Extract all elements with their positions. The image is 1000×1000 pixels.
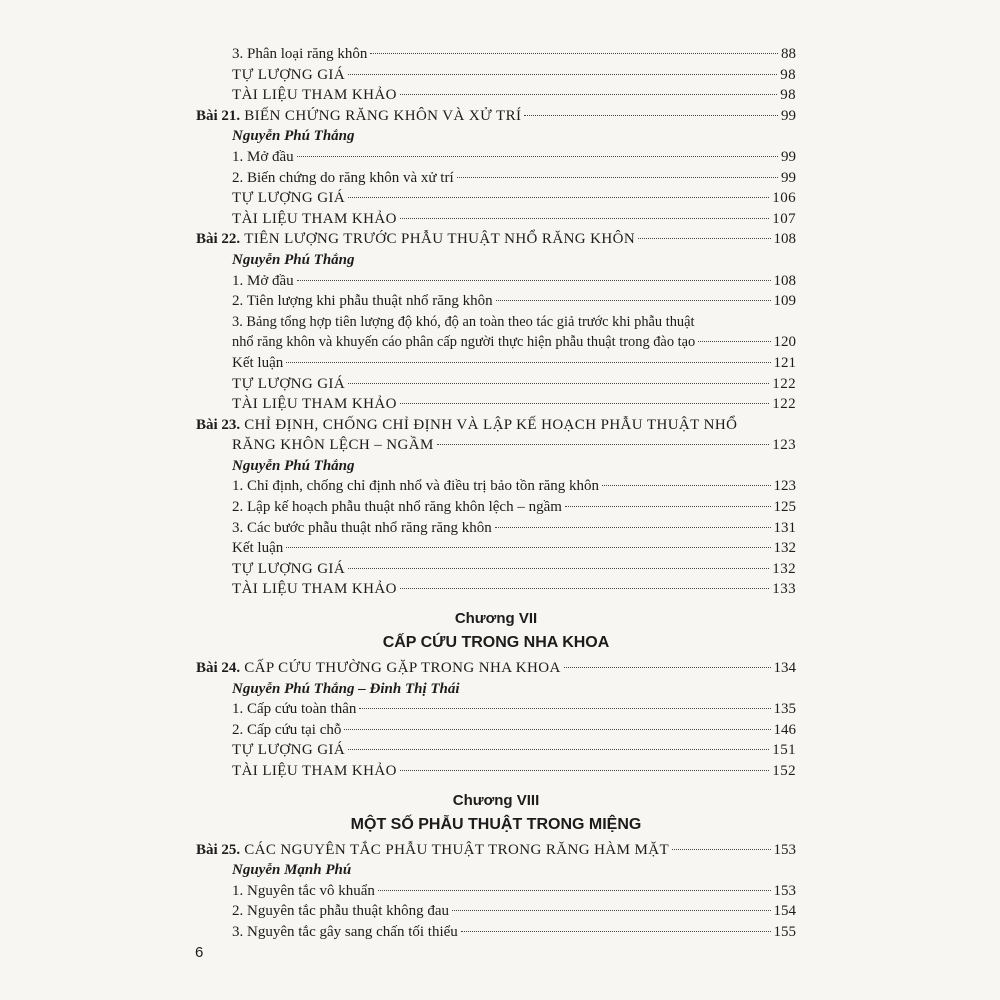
lesson-page: 134 xyxy=(773,660,796,677)
lesson-heading xyxy=(196,658,796,679)
lesson-author: Nguyễn Phú Thắng – Đinh Thị Thái xyxy=(232,680,460,697)
dot-leader xyxy=(565,506,771,507)
lesson-author: Nguyễn Phú Thắng xyxy=(232,128,355,145)
toc-entry xyxy=(196,922,796,943)
toc-entry xyxy=(196,44,796,65)
toc-entry-page: 131 xyxy=(773,519,796,536)
dot-leader xyxy=(286,547,770,548)
toc-entry-title: 1. Chỉ định, chống chỉ định nhổ và điều trị bảo tồn răng khôn xyxy=(232,478,600,495)
dot-leader xyxy=(286,362,770,363)
dot-leader xyxy=(400,588,769,589)
toc-entry xyxy=(196,497,796,518)
lesson-page: 123 xyxy=(772,437,796,454)
chapter-title: CẤP CỨU TRONG NHA KHOA xyxy=(382,634,610,652)
page-number: 6 xyxy=(195,944,204,961)
toc-entry-page: 109 xyxy=(773,293,796,310)
dot-leader xyxy=(496,300,771,301)
lesson-title: CẤP CỨU THƯỜNG GẶP TRONG NHA KHOA xyxy=(244,660,561,677)
dot-leader xyxy=(461,931,771,932)
toc-entry-page: 107 xyxy=(772,210,796,227)
dot-leader xyxy=(348,197,769,198)
toc-entry xyxy=(196,761,796,782)
dot-leader xyxy=(378,890,771,891)
toc-entry-title: TÀI LIỆU THAM KHẢO xyxy=(232,581,397,598)
dot-leader xyxy=(348,749,769,750)
toc-entry-page: 135 xyxy=(773,701,796,718)
toc-entry-page: 106 xyxy=(772,190,796,207)
lesson-author: Nguyễn Mạnh Phú xyxy=(232,862,352,879)
toc-entry xyxy=(196,65,796,86)
toc-entry-title: TÀI LIỆU THAM KHẢO xyxy=(232,210,397,227)
toc-entry-page: 122 xyxy=(772,375,796,392)
lesson-title: BIẾN CHỨNG RĂNG KHÔN VÀ XỬ TRÍ xyxy=(244,107,522,124)
toc-entry-title-line1: 3. Bảng tổng hợp tiên lượng độ khó, độ an toàn theo tác giả trước khi phẫu thuật xyxy=(232,313,695,330)
toc-entry-page: 98 xyxy=(780,66,796,83)
toc-entry-title: Kết luận xyxy=(232,354,284,371)
dot-leader xyxy=(638,238,770,239)
toc-entry-title: 2. Cấp cứu tại chỗ xyxy=(232,721,342,738)
dot-leader xyxy=(348,383,769,384)
lesson-author: Nguyễn Phú Thắng xyxy=(232,457,355,474)
toc-entry-title: 2. Tiên lượng khi phẫu thuật nhổ răng khôn xyxy=(232,293,493,310)
toc-entry-page: 152 xyxy=(772,763,796,779)
toc-entry xyxy=(196,901,796,922)
dot-leader xyxy=(437,444,770,445)
lesson-number: Bài 22. xyxy=(196,231,241,248)
dot-leader xyxy=(348,568,769,569)
toc-entry-title: 1. Nguyên tắc vô khuẩn xyxy=(232,882,375,899)
toc-entry-page: 132 xyxy=(773,540,796,557)
lesson-number: Bài 21. xyxy=(196,107,241,124)
toc-entry-page: 120 xyxy=(773,334,796,351)
dot-leader xyxy=(495,527,771,528)
toc-entry-page: 99 xyxy=(781,148,796,165)
chapter-label: Chương VII xyxy=(454,610,538,628)
toc-entry xyxy=(196,394,796,415)
toc-entry xyxy=(196,209,796,230)
lesson-heading xyxy=(196,415,796,436)
lesson-title-line2: RĂNG KHÔN LỆCH – NGẦM xyxy=(232,437,434,454)
dot-leader xyxy=(344,729,770,730)
toc-entry-page: 153 xyxy=(773,882,796,899)
toc-entry-title: TỰ LƯỢNG GIÁ xyxy=(232,190,346,207)
toc-entry xyxy=(196,168,796,189)
dot-leader xyxy=(297,156,778,157)
toc-entry-page: 154 xyxy=(773,903,796,920)
dot-leader xyxy=(370,53,778,54)
toc-entry-page: 132 xyxy=(772,560,796,577)
toc-entry-title: 2. Nguyên tắc phẫu thuật không đau xyxy=(232,903,450,920)
toc-entry-title: 3. Nguyên tắc gây sang chấn tối thiểu xyxy=(232,923,458,940)
lesson-heading xyxy=(196,106,796,127)
toc-entry-title: Kết luận xyxy=(232,540,284,557)
toc-entry xyxy=(196,699,796,720)
toc-entry-page: 98 xyxy=(780,87,796,104)
toc-entry-page: 108 xyxy=(773,272,796,289)
lesson-heading xyxy=(196,229,796,250)
table-of-contents xyxy=(196,44,796,943)
toc-entry-title: 3. Các bước phẫu thuật nhổ răng răng khôn xyxy=(232,519,492,536)
toc-entry-title: TÀI LIỆU THAM KHẢO xyxy=(232,763,397,779)
toc-entry-page: 122 xyxy=(772,396,796,413)
dot-leader xyxy=(524,115,778,116)
lesson-heading xyxy=(196,840,796,861)
toc-entry xyxy=(196,740,796,761)
lesson-page: 99 xyxy=(781,107,796,124)
toc-entry xyxy=(196,85,796,106)
toc-entry xyxy=(196,291,796,312)
toc-entry-page: 146 xyxy=(773,721,796,738)
toc-entry-title: TÀI LIỆU THAM KHẢO xyxy=(232,87,397,104)
toc-entry xyxy=(196,579,796,600)
toc-entry xyxy=(196,188,796,209)
toc-entry-page: 99 xyxy=(781,169,796,186)
lesson-heading-continued xyxy=(196,435,796,456)
toc-entry-page: 151 xyxy=(772,742,796,759)
lesson-page: 153 xyxy=(773,841,796,858)
toc-entry xyxy=(196,332,796,353)
dot-leader xyxy=(672,849,770,850)
toc-entry-title-line2: nhổ răng khôn và khuyến cáo phân cấp người thực hiện phẫu thuật trong đào tạo xyxy=(232,334,696,351)
toc-entry-page: 155 xyxy=(773,923,796,940)
dot-leader xyxy=(400,218,769,219)
toc-entry xyxy=(196,353,796,374)
toc-entry xyxy=(196,147,796,168)
toc-entry-title: TỰ LƯỢNG GIÁ xyxy=(232,66,346,83)
dot-leader xyxy=(400,403,769,404)
toc-entry-page: 133 xyxy=(772,581,796,598)
lesson-number: Bài 24. xyxy=(196,660,241,677)
toc-entry-title: 1. Mở đầu xyxy=(232,148,294,165)
dot-leader xyxy=(457,177,778,178)
toc-entry xyxy=(196,476,796,497)
toc-entry-title: TỰ LƯỢNG GIÁ xyxy=(232,742,346,759)
dot-leader xyxy=(452,910,770,911)
toc-entry-page: 125 xyxy=(773,499,796,516)
toc-entry-page: 88 xyxy=(781,46,796,62)
toc-entry xyxy=(196,720,796,741)
toc-entry xyxy=(196,374,796,395)
toc-entry-title: 2. Biến chứng do răng khôn và xử trí xyxy=(232,169,454,186)
dot-leader xyxy=(400,94,777,95)
lesson-number: Bài 23. xyxy=(196,416,241,433)
lesson-page: 108 xyxy=(773,231,796,248)
toc-entry-title: 2. Lập kế hoạch phẫu thuật nhổ răng khôn lệch – ngầm xyxy=(232,499,562,516)
toc-entry-title: TỰ LƯỢNG GIÁ xyxy=(232,375,346,392)
lesson-title: TIÊN LƯỢNG TRƯỚC PHẪU THUẬT NHỔ RĂNG KHÔN xyxy=(244,231,636,248)
toc-entry-page: 121 xyxy=(773,354,796,371)
toc-entry-title: 3. Phân loại răng khôn xyxy=(232,46,368,62)
chapter-label: Chương VIII xyxy=(452,791,540,809)
dot-leader xyxy=(348,74,777,75)
toc-entry-title: TÀI LIỆU THAM KHẢO xyxy=(232,396,397,413)
toc-entry-title: 1. Mở đầu xyxy=(232,272,294,289)
lesson-title-line1: CHỈ ĐỊNH, CHỐNG CHỈ ĐỊNH VÀ LẬP KẾ HOẠCH PHẪU THUẬT NHỔ xyxy=(244,416,738,433)
toc-entry-page: 123 xyxy=(773,478,796,495)
lesson-number: Bài 25. xyxy=(196,841,241,858)
toc-entry-title: 1. Cấp cứu toàn thân xyxy=(232,701,357,718)
dot-leader xyxy=(602,485,770,486)
toc-entry xyxy=(196,271,796,292)
dot-leader xyxy=(400,770,769,771)
dot-leader xyxy=(359,708,770,709)
toc-entry xyxy=(196,881,796,902)
dot-leader xyxy=(564,667,771,668)
lesson-author: Nguyễn Phú Thắng xyxy=(232,251,355,268)
toc-entry-title: TỰ LƯỢNG GIÁ xyxy=(232,560,346,577)
chapter-title: MỘT SỐ PHẪU THUẬT TRONG MIỆNG xyxy=(350,815,642,833)
toc-entry xyxy=(196,559,796,580)
dot-leader xyxy=(698,341,770,342)
toc-entry xyxy=(196,538,796,559)
dot-leader xyxy=(297,280,771,281)
lesson-title: CÁC NGUYÊN TẮC PHẪU THUẬT TRONG RĂNG HÀM MẶT xyxy=(244,841,670,858)
toc-entry xyxy=(196,518,796,539)
